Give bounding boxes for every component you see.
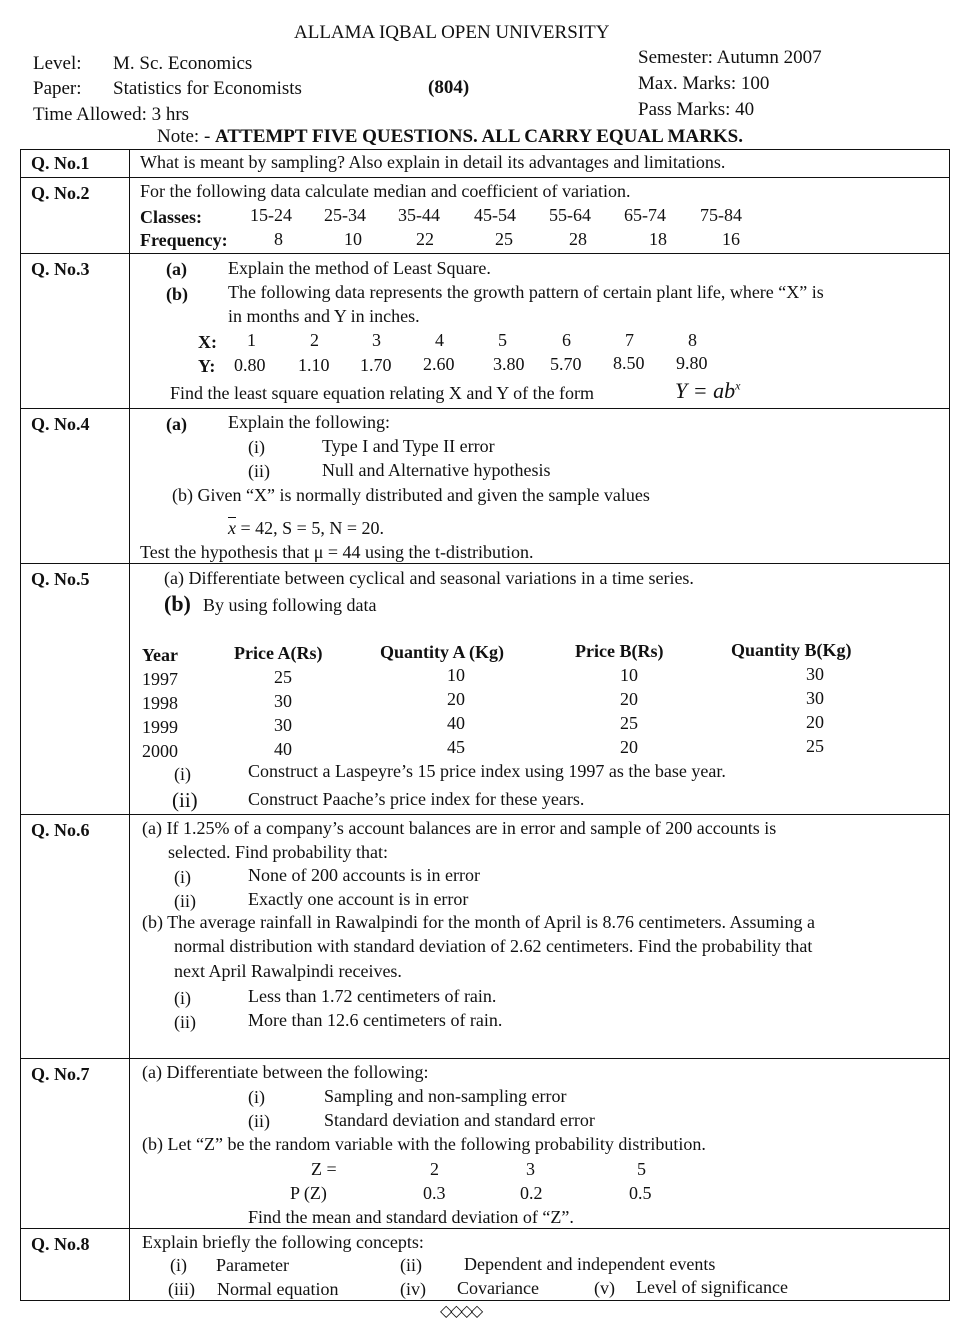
sub-label: (ii) xyxy=(248,461,270,481)
paper-code: (804) xyxy=(428,77,470,98)
y-value: 0.80 xyxy=(234,355,266,375)
part-text: (a) Differentiate between cyclical and seasonal variations in a time series. xyxy=(164,568,694,588)
sub-label: (i) xyxy=(170,1255,187,1275)
table-cell: 1998 xyxy=(142,693,178,713)
class-cell: 45-54 xyxy=(474,205,516,225)
sub-label: (ii) xyxy=(248,1111,270,1131)
sub-text: Sampling and non-sampling error xyxy=(324,1086,567,1106)
question-number: Q. No.2 xyxy=(31,183,90,203)
sub-text: Type I and Type II error xyxy=(322,436,495,456)
frequency-cell: 25 xyxy=(495,229,513,249)
frequency-cell: 16 xyxy=(722,229,740,249)
x-value: 3 xyxy=(372,330,381,350)
question-number: Q. No.4 xyxy=(31,414,90,434)
y-value: 2.60 xyxy=(423,354,455,374)
sub-label: (v) xyxy=(594,1278,615,1298)
classes-label: Classes: xyxy=(140,207,202,227)
question-number: Q. No.6 xyxy=(31,820,90,840)
table-cell: 20 xyxy=(620,737,638,757)
question-number: Q. No.1 xyxy=(31,153,90,173)
sub-label: (ii) xyxy=(174,1012,196,1032)
table-header: Year xyxy=(142,645,178,665)
question-text: For the following data calculate median and coefficient of variation. xyxy=(140,181,631,201)
table-header: Quantity A (Kg) xyxy=(380,642,505,662)
part-text: normal distribution with standard deviation of 2.62 centimeters. Find the probability that xyxy=(174,936,813,956)
x-value: 2 xyxy=(310,330,319,350)
find-instruction: Find the least square equation relating X and Y of the form xyxy=(170,383,595,403)
question-row-8 xyxy=(21,1229,950,1301)
x-value: 1 xyxy=(247,330,256,350)
level-label: Level: xyxy=(33,53,82,74)
part-text: (b) Given “X” is normally distributed and given the sample values xyxy=(172,485,650,505)
question-number: Q. No.3 xyxy=(31,259,90,279)
question-number: Q. No.5 xyxy=(31,569,90,589)
table-cell: 40 xyxy=(447,713,465,733)
footer-ornament: ◇◇◇◇ xyxy=(440,1301,482,1320)
question-row-6 xyxy=(21,815,950,1059)
z-value: 3 xyxy=(526,1159,535,1179)
paper-label: Paper: xyxy=(33,78,82,99)
sub-label: (i) xyxy=(174,867,191,887)
formula xyxy=(675,378,740,404)
sub-text: Construct a Laspeyre’s 15 price index using 1997 as the base year. xyxy=(248,761,726,781)
questions-table xyxy=(20,149,950,1301)
table-cell: 20 xyxy=(806,712,824,732)
question-number: Q. No.7 xyxy=(31,1064,90,1084)
note-prefix: Note: - xyxy=(157,126,211,147)
question-row-3 xyxy=(21,254,950,409)
sub-label: (i) xyxy=(174,988,191,1008)
part-label: (a) xyxy=(166,414,187,434)
table-cell: 20 xyxy=(447,689,465,709)
find-instruction: Find the mean and standard deviation of “Z”. xyxy=(248,1207,574,1227)
table-cell: 45 xyxy=(447,737,465,757)
part-text: The following data represents the growth pattern of certain plant life, where “X” is xyxy=(228,282,824,302)
note-text: ATTEMPT FIVE QUESTIONS. ALL CARRY EQUAL MARKS. xyxy=(215,126,743,147)
values: = 42, S = 5, N = 20. xyxy=(236,518,384,538)
y-value: 1.10 xyxy=(298,355,330,375)
p-label: P (Z) xyxy=(290,1183,327,1203)
question-text: Explain briefly the following concepts: xyxy=(142,1232,424,1252)
class-cell: 65-74 xyxy=(624,205,666,225)
sub-label: (ii) xyxy=(172,788,198,812)
sub-text: Covariance xyxy=(457,1278,539,1298)
y-value: 1.70 xyxy=(360,355,392,375)
part-text: By using following data xyxy=(203,595,377,615)
part-text: Explain the method of Least Square. xyxy=(228,258,491,278)
y-label: Y: xyxy=(198,356,216,376)
sub-text: Less than 1.72 centimeters of rain. xyxy=(248,986,497,1006)
frequency-cell: 10 xyxy=(344,229,362,249)
part-text: (a) Differentiate between the following: xyxy=(142,1062,429,1082)
question-row-5 xyxy=(21,564,950,815)
table-cell: 20 xyxy=(620,689,638,709)
table-cell: 30 xyxy=(806,688,824,708)
table-cell: 1999 xyxy=(142,717,178,737)
frequency-cell: 18 xyxy=(649,229,667,249)
p-value: 0.2 xyxy=(520,1183,543,1203)
sub-text: Level of significance xyxy=(636,1277,788,1297)
sub-text: Dependent and independent events xyxy=(464,1254,716,1274)
sample-values xyxy=(228,518,384,539)
part-text: Test the hypothesis that μ = 44 using the t-distribution. xyxy=(140,542,534,562)
x-value: 5 xyxy=(498,330,507,350)
table-cell: 30 xyxy=(274,715,292,735)
question-row-4 xyxy=(21,409,950,564)
table-cell: 25 xyxy=(806,736,824,756)
table-cell: 2000 xyxy=(142,741,178,761)
table-cell: 1997 xyxy=(142,669,178,689)
z-label: Z = xyxy=(311,1159,337,1179)
table-header: Price B(Rs) xyxy=(575,641,664,661)
part-label: (a) xyxy=(166,259,187,279)
university-title: ALLAMA IQBAL OPEN UNIVERSITY xyxy=(294,22,610,43)
x-label: X: xyxy=(198,332,217,352)
frequency-cell: 22 xyxy=(416,229,434,249)
x-value: 4 xyxy=(435,330,444,350)
table-cell: 30 xyxy=(806,664,824,684)
part-text: next April Rawalpindi receives. xyxy=(174,961,402,981)
formula-exponent: x xyxy=(735,378,741,393)
z-value: 2 xyxy=(430,1159,439,1179)
class-cell: 55-64 xyxy=(549,205,591,225)
question-number: Q. No.8 xyxy=(31,1234,90,1254)
level-value: M. Sc. Economics xyxy=(113,53,253,74)
time-allowed: Time Allowed: 3 hrs xyxy=(33,104,190,125)
sub-text: None of 200 accounts is in error xyxy=(248,865,480,885)
max-marks: Max. Marks: 100 xyxy=(638,73,770,94)
semester: Semester: Autumn 2007 xyxy=(638,47,822,68)
part-text: (a) If 1.25% of a company’s account balances are in error and sample of 200 accounts is xyxy=(142,818,777,838)
part-text: selected. Find probability that: xyxy=(168,842,388,862)
sub-text: Parameter xyxy=(216,1255,289,1275)
part-text: (b) The average rainfall in Rawalpindi for the month of April is 8.76 centimeters. Assuming a xyxy=(142,912,816,932)
table-header: Price A(Rs) xyxy=(234,643,323,663)
y-value: 8.50 xyxy=(613,353,645,373)
table-cell: 40 xyxy=(274,739,292,759)
sub-label: (ii) xyxy=(400,1255,422,1275)
table-cell: 25 xyxy=(620,713,638,733)
part-text: (b) Let “Z” be the random variable with the following probability distribution. xyxy=(142,1134,706,1154)
part-text: in months and Y in inches. xyxy=(228,306,420,326)
x-value: 6 xyxy=(562,330,571,350)
table-header: Quantity B(Kg) xyxy=(731,640,852,660)
p-value: 0.5 xyxy=(629,1183,652,1203)
note xyxy=(157,126,743,148)
table-cell: 25 xyxy=(274,667,292,687)
part-label: (b) xyxy=(166,284,188,304)
question-text: What is meant by sampling? Also explain in detail its advantages and limitations. xyxy=(140,152,726,172)
sub-text: Normal equation xyxy=(217,1279,339,1299)
sub-text: More than 12.6 centimeters of rain. xyxy=(248,1010,503,1030)
frequency-cell: 28 xyxy=(569,229,587,249)
class-cell: 75-84 xyxy=(700,205,742,225)
z-value: 5 xyxy=(637,1159,646,1179)
y-value: 3.80 xyxy=(493,354,525,374)
pass-marks: Pass Marks: 40 xyxy=(638,99,755,120)
sub-text: Construct Paache’s price index for these years. xyxy=(248,789,585,809)
paper-value: Statistics for Economists xyxy=(113,78,302,99)
table-cell: 30 xyxy=(274,691,292,711)
frequency-label: Frequency: xyxy=(140,230,228,250)
sub-label: (iii) xyxy=(168,1279,195,1299)
p-value: 0.3 xyxy=(423,1183,446,1203)
sub-label: (i) xyxy=(248,437,265,457)
question-row-2 xyxy=(21,178,950,254)
frequency-cell: 8 xyxy=(274,229,283,249)
x-value: 7 xyxy=(625,330,634,350)
sub-label: (iv) xyxy=(400,1279,426,1299)
sub-label: (i) xyxy=(248,1087,265,1107)
table-cell: 10 xyxy=(447,665,465,685)
y-value: 5.70 xyxy=(550,354,582,374)
x-bar: $\overline{x}$ xyxy=(228,518,236,538)
y-value: 9.80 xyxy=(676,353,708,373)
class-cell: 35-44 xyxy=(398,205,440,225)
table-cell: 10 xyxy=(620,665,638,685)
sub-text: Standard deviation and standard error xyxy=(324,1110,595,1130)
question-row-1 xyxy=(21,150,950,178)
sub-text: Exactly one account is in error xyxy=(248,889,469,909)
x-value: 8 xyxy=(688,330,697,350)
sub-label: (i) xyxy=(174,764,191,784)
class-cell: 25-34 xyxy=(324,205,366,225)
sub-label: (ii) xyxy=(174,891,196,911)
formula-base: Y = ab xyxy=(675,378,736,403)
part-label: (b) xyxy=(164,591,191,616)
class-cell: 15-24 xyxy=(250,205,292,225)
question-row-7 xyxy=(21,1059,950,1229)
sub-text: Null and Alternative hypothesis xyxy=(322,460,551,480)
part-text: Explain the following: xyxy=(228,412,390,432)
